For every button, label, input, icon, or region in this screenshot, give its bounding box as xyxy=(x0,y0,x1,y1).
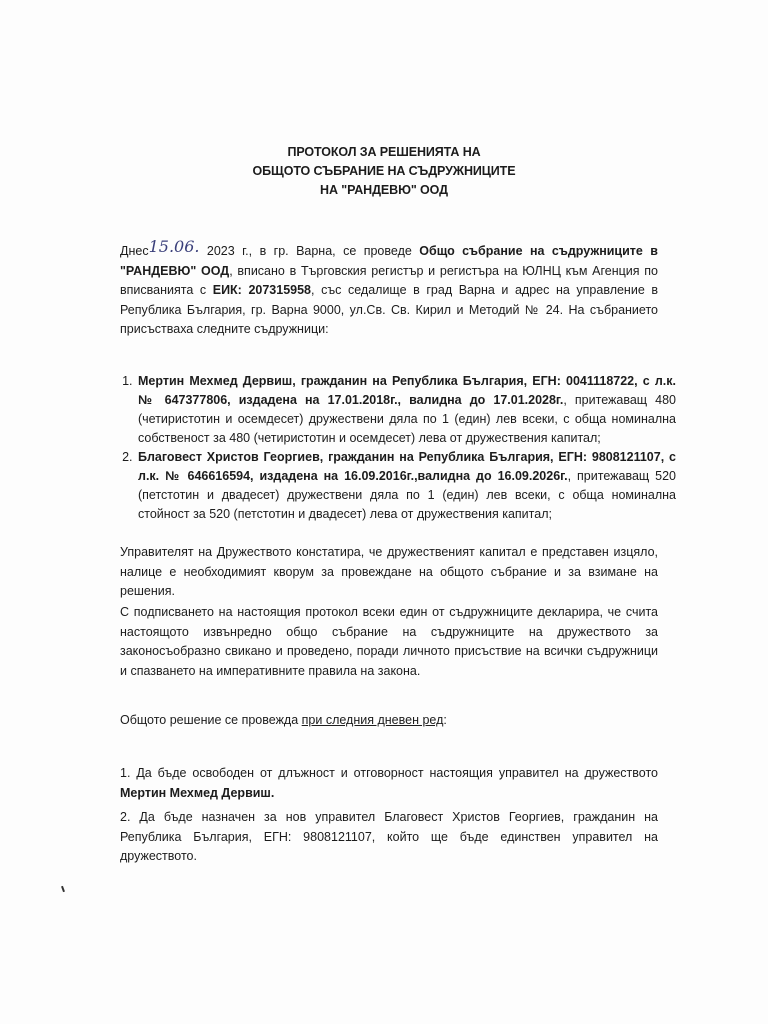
shareholder-1-details: Мертин Мехмед Дервиш, гражданин на Република България, ЕГН: 0041118722, с л.к. № 647377806, издадена на 17.01.2018г., валидна до 17.01.2028г. xyxy=(138,374,676,407)
intro-bold-1: Общо събрание на съдружниците в "РАНДЕВЮ" ООД xyxy=(120,244,658,278)
scan-mark xyxy=(61,886,65,892)
intro-text-4: , със седалище в град Варна и адрес на управление в Република България, гр. Варна 9000, ул.Св. Св. Кирил и Методий № 24. На събранието присъстваха следните съдружници: xyxy=(120,283,659,336)
intro-text-2: 2023 г., в гр. Варна, се проведе xyxy=(199,244,420,258)
intro-text-3: , вписано в Търговския регистър и регистъра на ЮЛНЦ към Агенция по вписванията с xyxy=(120,263,658,297)
agenda-item-1-name: Мертин Мехмед Дервиш. xyxy=(120,785,275,800)
intro-bold-eik: ЕИК: 207315958 xyxy=(212,283,312,297)
shareholder-1-shares: , притежаващ 480 (четиристотин и осемдесет) дружествени дяла по 1 (един) лев всеки, с обща номинална собственост за 480 (четиристотин и осемдесет) лева от дружествения капитал; xyxy=(138,393,676,445)
title-line-3: НА "РАНДЕВЮ" ООД xyxy=(320,183,448,197)
title-line-1: ПРОТОКОЛ ЗА РЕШЕНИЯТА НА xyxy=(287,145,481,159)
document-title xyxy=(0,143,768,200)
agenda-item-1 xyxy=(120,764,658,803)
intro-paragraph xyxy=(120,237,659,340)
agenda-item-1-text: 1. Да бъде освободен от длъжност и отговорност настоящия управител на дружеството xyxy=(120,766,658,780)
shareholder-item-2 xyxy=(136,448,676,524)
agenda-item-2: 2. Да бъде назначен за нов управител Благовест Христов Георгиев, гражданин на Република България, ЕГН: 9808121107, който ще бъде единствен управител на дружеството. xyxy=(120,810,658,863)
agenda-intro-underlined: при следния дневен ред xyxy=(301,713,444,727)
intro-text-1: Днес xyxy=(120,244,149,258)
shareholder-2-details: Благовест Христов Георгиев, гражданин на Република България, ЕГН: 9808121107, с л.к. № 646616594, издадена на 16.09.2016г.,валидна до 16.09.2026г. xyxy=(138,450,676,483)
quorum-paragraph: Управителят на Дружеството констатира, че дружественият капитал е представен изцяло, налице е необходимият кворум за провеждане на общото събрание и за взимане на решения. xyxy=(120,545,658,598)
agenda-intro xyxy=(120,711,658,731)
title-line-2: ОБЩОТО СЪБРАНИЕ НА СЪДРУЖНИЦИТЕ xyxy=(252,164,516,178)
shareholder-2-shares: , притежаващ 520 (петстотин и двадесет) дружествени дяла по 1 (един) лев всеки, с обща номинална стойност за 520 (петстотин и двадесет) лева от дружествения капитал; xyxy=(138,469,676,521)
signing-paragraph: С подписването на настоящия протокол всеки един от съдружниците декларира, че счита настоящото извънредно общо събрание на съдружниците на дружеството за законосъобразно свикано и проведено, поради личното присъствие на всички съдружници и спазването на императивните правила на закона. xyxy=(120,605,658,678)
shareholder-item-1 xyxy=(136,372,676,448)
handwritten-date: 15.06. xyxy=(148,237,200,256)
agenda-intro-colon: : xyxy=(443,713,447,727)
agenda-intro-text: Общото решение се провежда xyxy=(120,713,302,727)
shareholders-list xyxy=(120,372,676,524)
